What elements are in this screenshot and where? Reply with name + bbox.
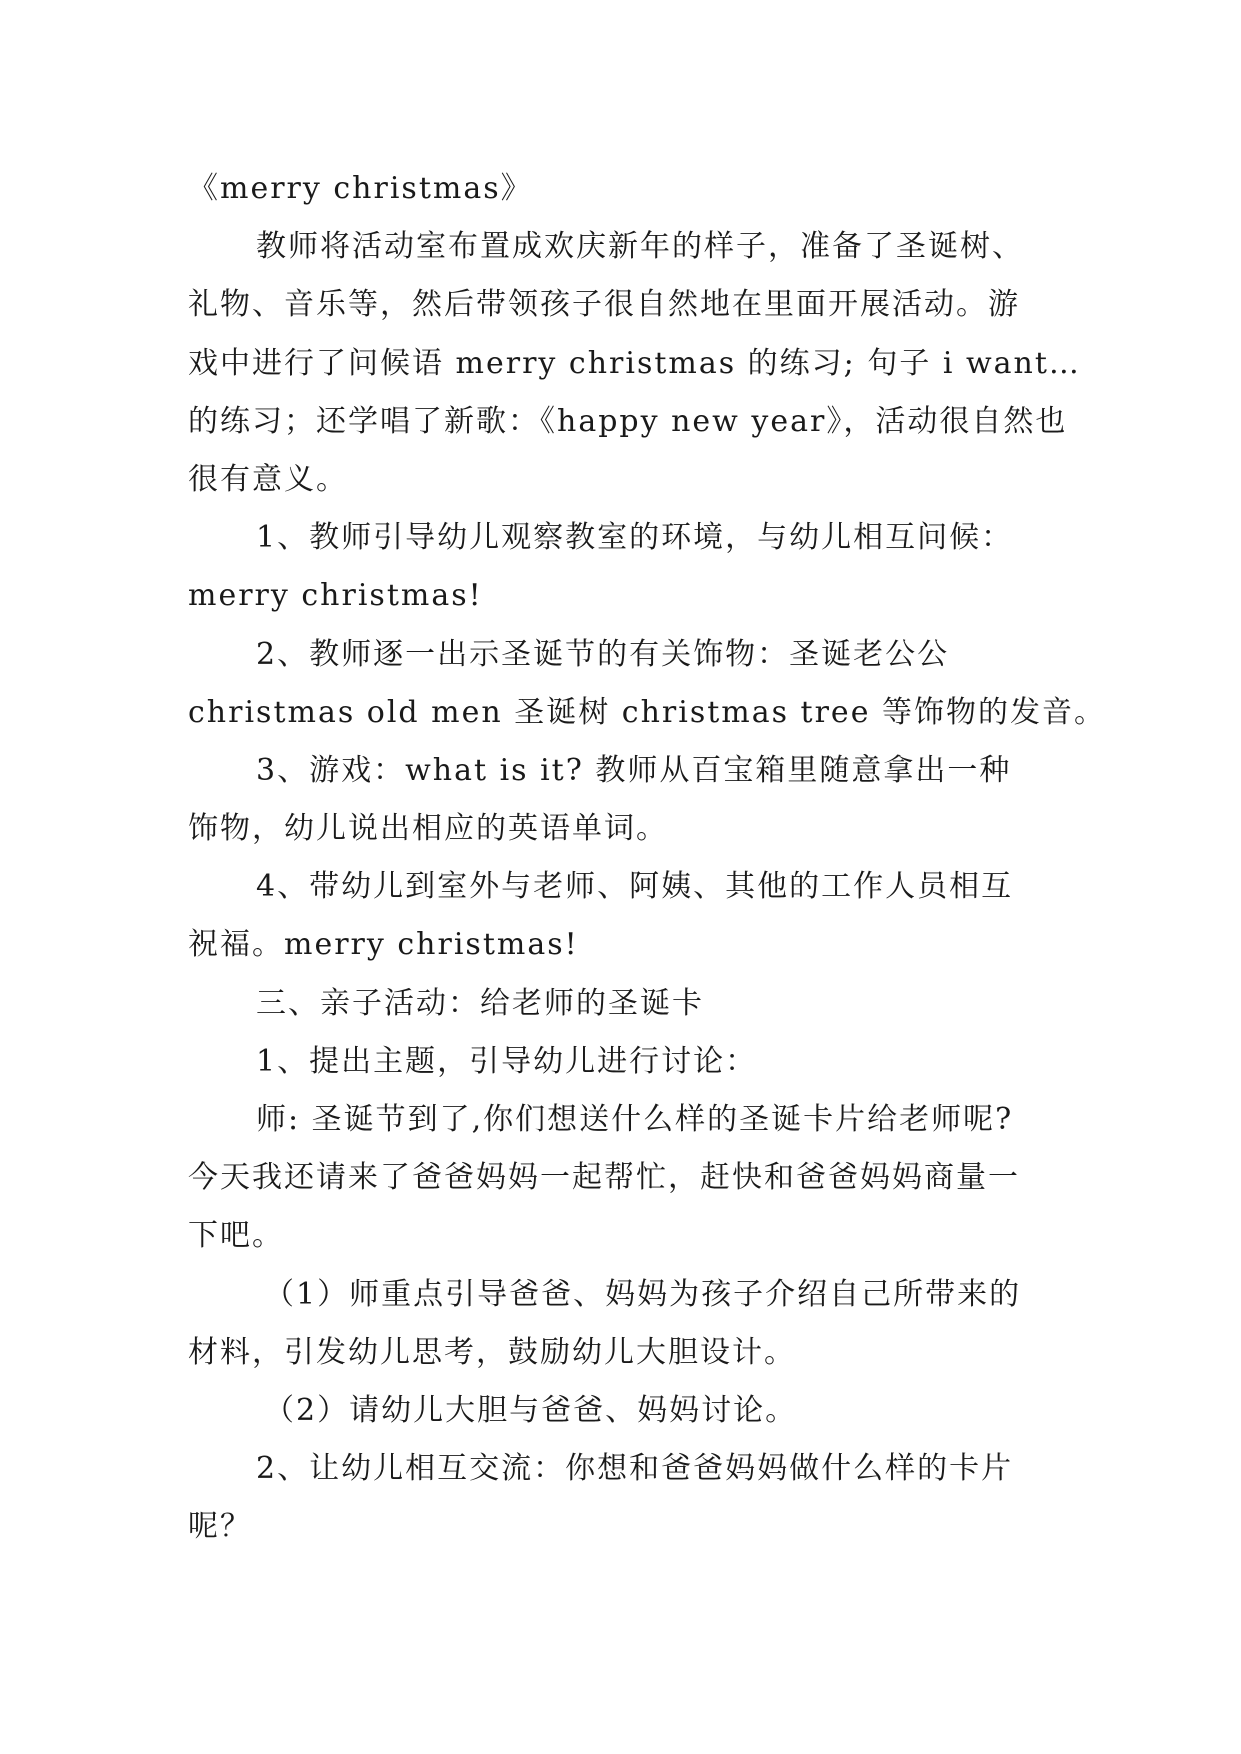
text-line: christmas old men 圣诞树 christmas tree 等饰物的发音。 [188,694,1106,730]
text-line: 饰物，幼儿说出相应的英语单词。 [188,811,668,847]
text-line: 材料，引发幼儿思考，鼓励幼儿大胆设计。 [188,1334,796,1370]
text-line: 3、游戏：what is it? 教师从百宝箱里随意拿出一种 [256,752,1012,788]
text-line: （1）师重点引导爸爸、妈妈为孩子介绍自己所带来的 [264,1276,1022,1312]
text-line: 2、让幼儿相互交流：你想和爸爸妈妈做什么样的卡片 [256,1451,1014,1487]
text-line: 礼物、音乐等，然后带领孩子很自然地在里面开展活动。游 [188,287,1020,323]
text-line: 下吧。 [188,1218,284,1254]
text-line: 祝福。merry christmas! [188,927,579,963]
text-line: 2、教师逐一出示圣诞节的有关饰物：圣诞老公公 [256,636,950,672]
text-line: 1、提出主题，引导幼儿进行讨论： [256,1043,758,1079]
text-line: 教师将活动室布置成欢庆新年的样子，准备了圣诞树、 [256,229,1024,265]
text-line: 戏中进行了问候语 merry christmas 的练习; 句子 i want… [188,345,1081,381]
text-line: 呢？ [188,1509,252,1545]
section-heading: 三、亲子活动：给老师的圣诞卡 [256,985,704,1021]
text-line: 很有意义。 [188,461,348,497]
text-line: 《merry christmas》 [188,171,533,206]
text-line: merry christmas! [188,578,483,614]
text-line: 1、教师引导幼儿观察教室的环境，与幼儿相互问候： [256,520,1014,556]
text-line: 师: 圣诞节到了,你们想送什么样的圣诞卡片给老师呢? [256,1102,1014,1137]
text-line: 的练习；还学唱了新歌：《happy new year》，活动很自然也 [188,403,1068,439]
document-body [188,160,1106,1557]
text-line: 4、带幼儿到室外与老师、阿姨、其他的工作人员相互 [256,869,1014,905]
text-line: 今天我还请来了爸爸妈妈一起帮忙，赶快和爸爸妈妈商量一 [188,1160,1020,1196]
text-line: （2）请幼儿大胆与爸爸、妈妈讨论。 [264,1392,798,1428]
